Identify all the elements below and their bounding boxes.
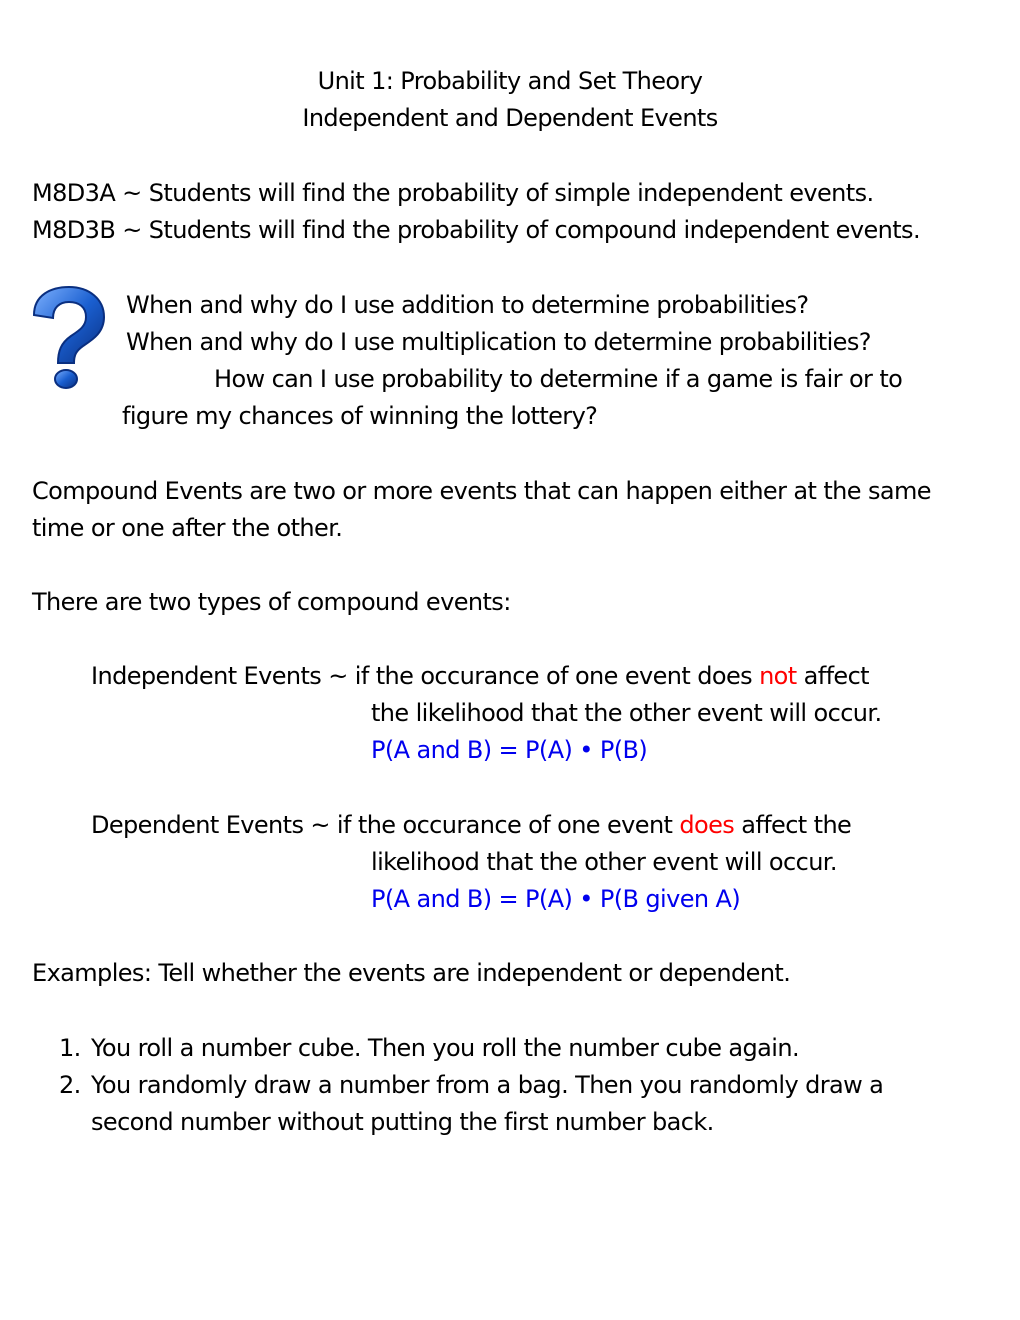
essential-question-lottery: figure my chances of winning the lottery? — [122, 402, 598, 430]
dependent-events-definition — [91, 807, 851, 844]
dependent-tail: affect the — [741, 811, 852, 839]
examples-intro: Examples: Tell whether the events are independent or dependent. — [32, 959, 791, 987]
example-item-cont: second number without putting the first number back. — [91, 1108, 714, 1136]
essential-question-addition: When and why do I use addition to determine probabilities? — [126, 291, 809, 319]
essential-question-fair-game: How can I use probability to determine if a game is fair or to — [214, 365, 903, 393]
example-item: You roll a number cube. Then you roll the number cube again. — [91, 1034, 799, 1062]
page-subtitle: Independent and Dependent Events — [302, 104, 718, 132]
page-title: Unit 1: Probability and Set Theory — [317, 67, 703, 95]
independent-events-definition — [91, 658, 869, 695]
independent-events-definition-cont: the likelihood that the other event will occur. — [371, 699, 882, 727]
types-intro: There are two types of compound events: — [32, 588, 511, 616]
compound-events-definition: Compound Events are two or more events that can happen either at the same — [32, 477, 931, 505]
standard-m8d3b: M8D3B ~ Students will find the probability of compound independent events. — [32, 216, 920, 244]
essential-question-multiplication: When and why do I use multiplication to determine probabilities? — [126, 328, 871, 356]
dependent-formula: P(A and B) = P(A) • P(B given A) — [371, 885, 741, 913]
dependent-emphasis: does — [679, 811, 735, 839]
compound-events-definition-cont: time or one after the other. — [32, 514, 343, 542]
independent-formula: P(A and B) = P(A) • P(B) — [371, 736, 648, 764]
example-number: 2. — [59, 1071, 81, 1099]
dependent-events-definition-cont: likelihood that the other event will occur. — [371, 848, 837, 876]
independent-emphasis: not — [759, 662, 797, 690]
independent-tail: affect — [803, 662, 869, 690]
example-item: You randomly draw a number from a bag. Then you randomly draw a — [91, 1071, 884, 1099]
independent-lead: Independent Events ~ if the occurance of one event does — [91, 662, 753, 690]
standard-m8d3a: M8D3A ~ Students will find the probability of simple independent events. — [32, 179, 874, 207]
dependent-lead: Dependent Events ~ if the occurance of one event — [91, 811, 673, 839]
example-number: 1. — [59, 1034, 81, 1062]
question-mark-icon — [26, 285, 108, 390]
